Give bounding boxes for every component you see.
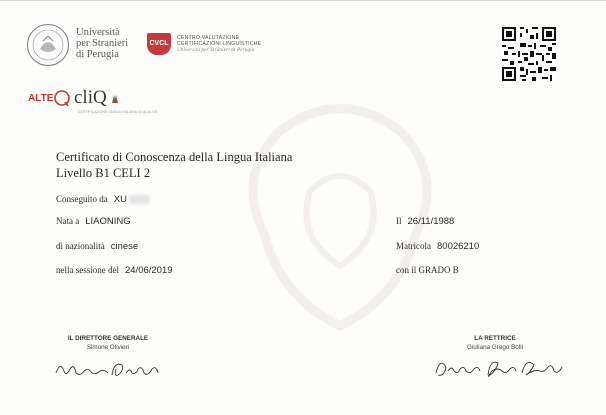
left-signatory-title: IL DIRETTORE GENERALE [67, 335, 149, 342]
certificate-title: Certificato di Conoscenza della Lingua Italiana [56, 150, 293, 164]
redacted-mark [129, 195, 149, 204]
right-signatory-name: Giuliana Grego Bolli [466, 344, 523, 351]
left-signature-icon [52, 355, 162, 385]
alte-logo-icon [26, 85, 70, 111]
matricola-row: Matricola 80026210 [396, 241, 480, 252]
session-value: 24/06/2019 [124, 265, 173, 276]
university-name: Università per Stranieri di Perugia [76, 27, 129, 60]
svg-text:CERTIFICAZIONE LINGUA ITALIANA: CERTIFICAZIONE LINGUA ITALIANA DI QUALITÀ [78, 110, 158, 114]
cliq-logo-icon [72, 81, 158, 117]
left-signatory-name: Simone Olivieri [86, 344, 130, 351]
certificate-level: Livello B1 CELI 2 [56, 166, 151, 180]
cvcl-description: CENTRO VALUTAZIONE CERTIFICAZIONI LINGUISTICHE Università per Stranieri di Perugia [177, 35, 262, 53]
right-signatory-title: LA RETTRICE [474, 335, 516, 342]
matricola-value: 80026210 [437, 241, 480, 252]
cvcl-logo: CVCL [147, 33, 171, 55]
date-value: 26/11/1988 [407, 216, 455, 227]
svg-text:cliQ: cliQ [74, 87, 107, 108]
date-row: Il 26/11/1988 [396, 216, 455, 227]
session-row: nella sessione del 24/06/2019 [56, 265, 173, 276]
awarded-value: XU [113, 194, 127, 205]
grade-row: con il GRADO B [396, 265, 459, 275]
qr-code-icon [502, 27, 556, 81]
born-value: LIAONING [85, 216, 131, 227]
awarded-row: Conseguito da XU [56, 194, 149, 205]
nationality-row: di nazionalità cinese [56, 241, 139, 252]
nationality-value: cinese [110, 241, 139, 252]
born-row: Nata a LIAONING [56, 216, 131, 227]
certificate-title-block [56, 149, 292, 181]
university-seal-icon [26, 23, 70, 67]
svg-text:ALTE: ALTE [28, 93, 54, 104]
right-signature-icon [430, 353, 570, 385]
grade-value: B [452, 265, 459, 275]
